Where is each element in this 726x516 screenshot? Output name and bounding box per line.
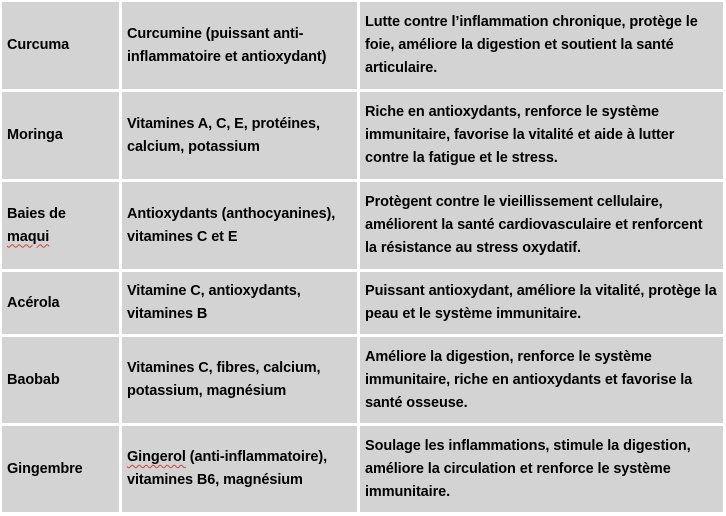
nutrients-cell: Vitamines C, fibres, calcium, potassium, magnésium: [122, 337, 357, 423]
benefits-cell: Puissant antioxydant, améliore la vitalité, protège la peau et le système immunitaire.: [360, 272, 723, 334]
nutrients-cell: Vitamines A, C, E, protéines, calcium, potassium: [122, 92, 357, 179]
food-name-cell: Moringa: [2, 92, 119, 179]
food-name-cell: Curcuma: [2, 2, 119, 89]
benefits-cell: Améliore la digestion, renforce le système immunitaire, riche en antioxydants et favorise la santé osseuse.: [360, 337, 723, 423]
benefits-cell: Riche en antioxydants, renforce le système immunitaire, favorise la vitalité et aide à lutter contre la fatigue et le stress.: [360, 92, 723, 179]
benefits-cell: Lutte contre l’inflammation chronique, protège le foie, améliore la digestion et soutient la santé articulaire.: [360, 2, 723, 89]
food-name-line: maqui: [7, 228, 50, 245]
nutrients-cell: Antioxydants (anthocyanines), vitamines C et E: [122, 182, 357, 269]
nutrients-cell: [122, 426, 357, 512]
benefits-cell: Protègent contre le vieillissement cellulaire, améliorent la santé cardiovasculaire et renforcent la résistance au stress oxydatif.: [360, 182, 723, 269]
table-row: [2, 2, 723, 89]
food-name-cell: Acérola: [2, 272, 119, 334]
table-row: [2, 426, 723, 512]
nutrient-word: Gingerol: [127, 449, 186, 465]
nutrient-rest: (anti-inflammatoire), vitamines B6, magnésium: [127, 449, 328, 488]
table-row: [2, 182, 723, 269]
table-row: [2, 337, 723, 423]
nutrients-cell: Curcumine (puissant anti-inflammatoire et antioxydant): [122, 2, 357, 89]
benefits-cell: Soulage les inflammations, stimule la digestion, améliore la circulation et renforce le système immunitaire.: [360, 426, 723, 512]
table-row: [2, 272, 723, 334]
food-name-cell: [2, 182, 119, 269]
food-name-line: Baies de: [7, 205, 66, 222]
table-row: [2, 92, 723, 179]
food-name-cell: Baobab: [2, 337, 119, 423]
food-name-cell: Gingembre: [2, 426, 119, 512]
nutrients-cell: Vitamine C, antioxydants, vitamines B: [122, 272, 357, 334]
